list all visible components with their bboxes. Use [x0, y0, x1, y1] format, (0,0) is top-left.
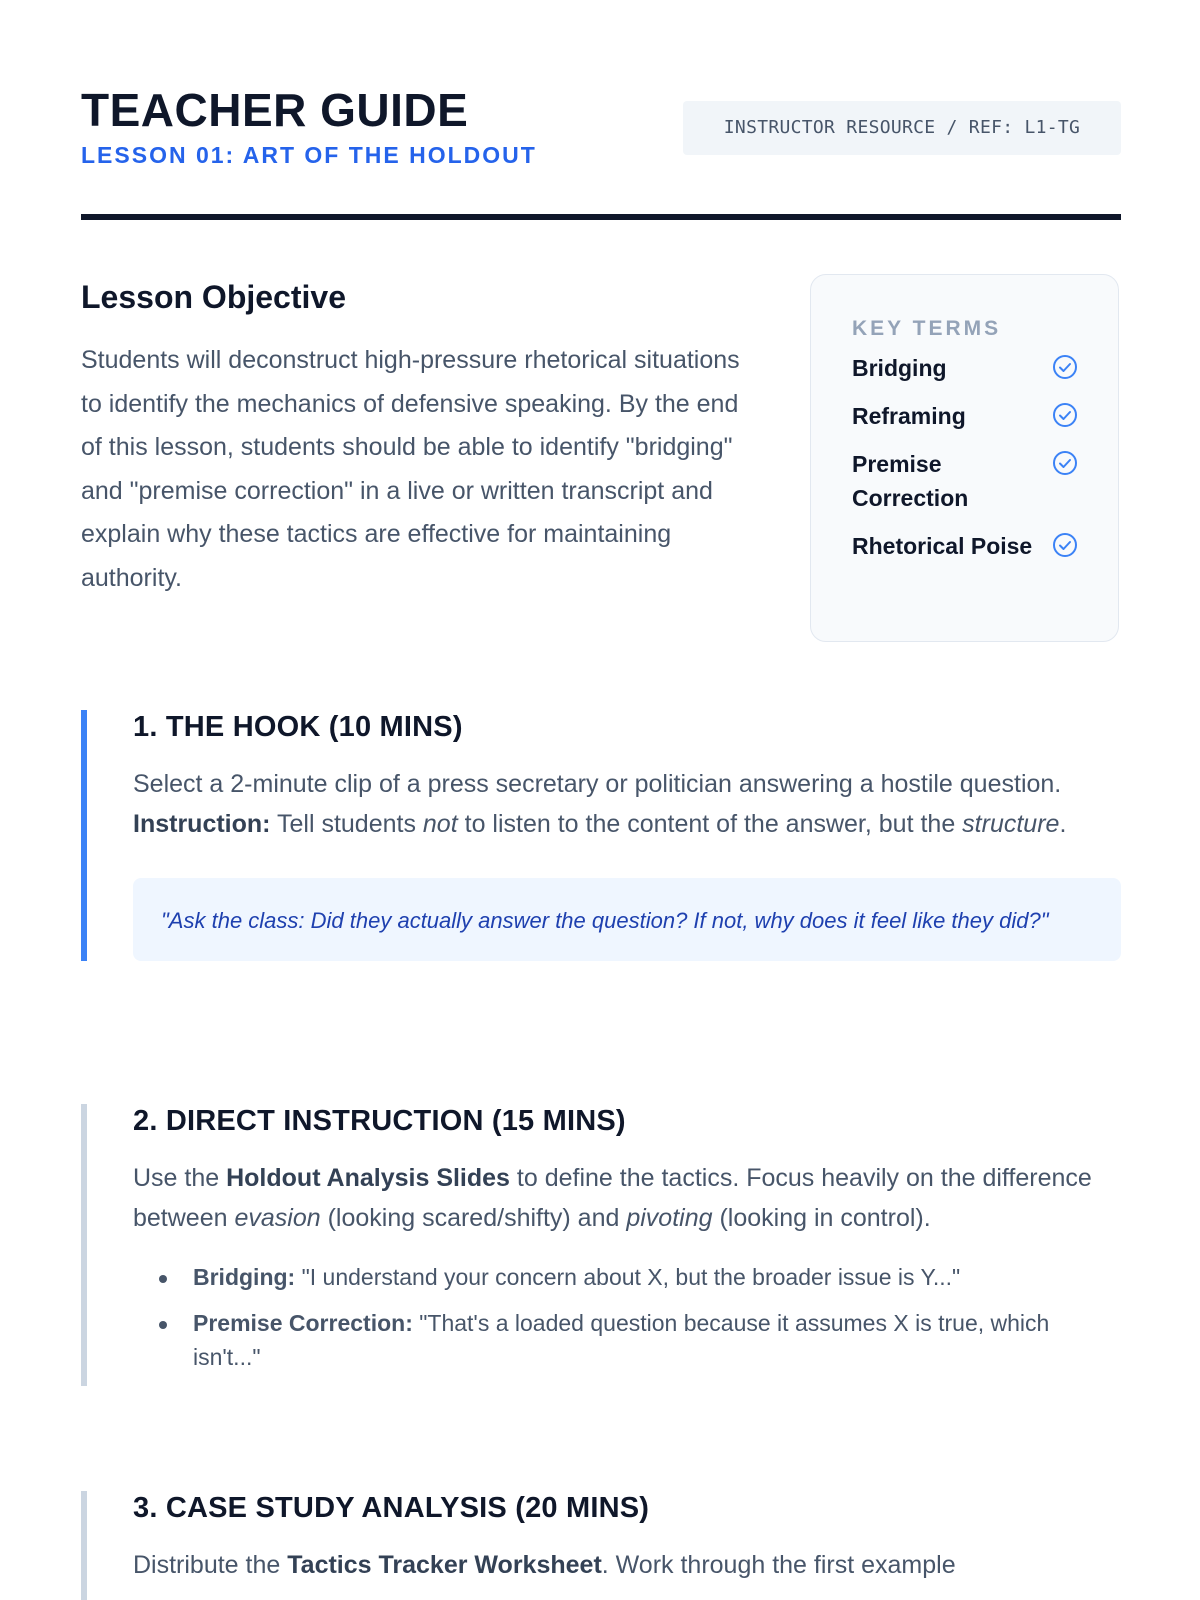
section-body — [133, 1158, 1121, 1238]
lesson-subtitle: LESSON 01: ART OF THE HOLDOUT — [81, 142, 537, 168]
key-term-label: Rhetorical Poise — [852, 533, 1033, 559]
lesson-objective — [81, 277, 751, 600]
check-circle-icon — [1052, 450, 1078, 476]
check-circle-icon — [1052, 354, 1078, 380]
body-bold: Tactics Tracker Worksheet — [287, 1551, 602, 1579]
page-title: TEACHER GUIDE — [81, 84, 469, 136]
bullet-dot — [159, 1321, 167, 1329]
tactics-list — [133, 1260, 1121, 1374]
body-emphasis: pivoting — [626, 1204, 713, 1232]
body-emphasis: evasion — [234, 1204, 321, 1232]
body-text: Select a 2-minute clip of a press secretary or politician answering a hostile question. — [133, 770, 1062, 798]
section-heading: 1. THE HOOK (10 MINS) — [133, 711, 463, 743]
body-bold: Instruction: — [133, 810, 271, 838]
key-term-item — [852, 447, 1078, 515]
key-terms-label: KEY TERMS — [852, 317, 1002, 340]
section-heading: 2. DIRECT INSTRUCTION (15 MINS) — [133, 1105, 626, 1137]
body-text: to listen to the content of the answer, but the — [457, 810, 963, 838]
section-case-study — [81, 1491, 1121, 1600]
body-text: to define the tactics. Focus heavily on the difference between — [133, 1164, 1092, 1232]
objective-heading: Lesson Objective — [81, 279, 346, 315]
check-circle-icon — [1052, 532, 1078, 558]
header-divider — [81, 214, 1121, 220]
key-term-label: Reframing — [852, 403, 966, 429]
body-emphasis: structure — [962, 810, 1060, 838]
discussion-prompt: "Ask the class: Did they actually answer the question? If not, why does it feel like they did?" — [133, 878, 1121, 961]
body-bold: Holdout Analysis Slides — [226, 1164, 510, 1192]
check-circle-icon — [1052, 402, 1078, 428]
body-text: (looking in control). — [712, 1204, 931, 1232]
key-term-item — [852, 399, 1078, 433]
bullet-dot — [159, 1275, 167, 1283]
body-text: (looking scared/shifty) and — [320, 1204, 627, 1232]
section-hook — [81, 710, 1121, 961]
tactic-label: Bridging: — [193, 1264, 296, 1290]
key-terms-card — [810, 274, 1119, 642]
key-term-label: Premise Correction — [852, 451, 969, 511]
section-heading: 3. CASE STUDY ANALYSIS (20 MINS) — [133, 1492, 650, 1524]
body-text: Use the — [133, 1164, 227, 1192]
body-text: Distribute the — [133, 1551, 288, 1579]
list-item — [133, 1260, 1121, 1294]
body-text: . Work through the first example — [601, 1551, 956, 1579]
reference-badge: INSTRUCTOR RESOURCE / REF: L1-TG — [683, 101, 1121, 155]
tactic-example: "I understand your concern about X, but the broader issue is Y..." — [295, 1264, 961, 1290]
key-term-item — [852, 351, 1078, 385]
body-text: Tell students — [270, 810, 423, 838]
key-term-item — [852, 529, 1078, 563]
section-direct-instruction — [81, 1104, 1121, 1386]
body-emphasis: not — [422, 810, 458, 838]
tactic-example: "That's a loaded question because it assumes X is true, which isn't..." — [193, 1310, 1050, 1370]
section-body — [133, 764, 1121, 844]
body-text: . — [1059, 810, 1067, 838]
list-item — [133, 1306, 1121, 1374]
key-term-label: Bridging — [852, 355, 947, 381]
objective-text: Students will deconstruct high-pressure rhetorical situations to identify the mechanics of defensive speaking. By the end of this lesson, students should be able to identify "bridging" and "premise correction" in a live or written transcript and explain why these tactics are effective for maintaining authority. — [81, 346, 740, 592]
section-body — [133, 1545, 1121, 1585]
tactic-label: Premise Correction: — [193, 1310, 413, 1336]
